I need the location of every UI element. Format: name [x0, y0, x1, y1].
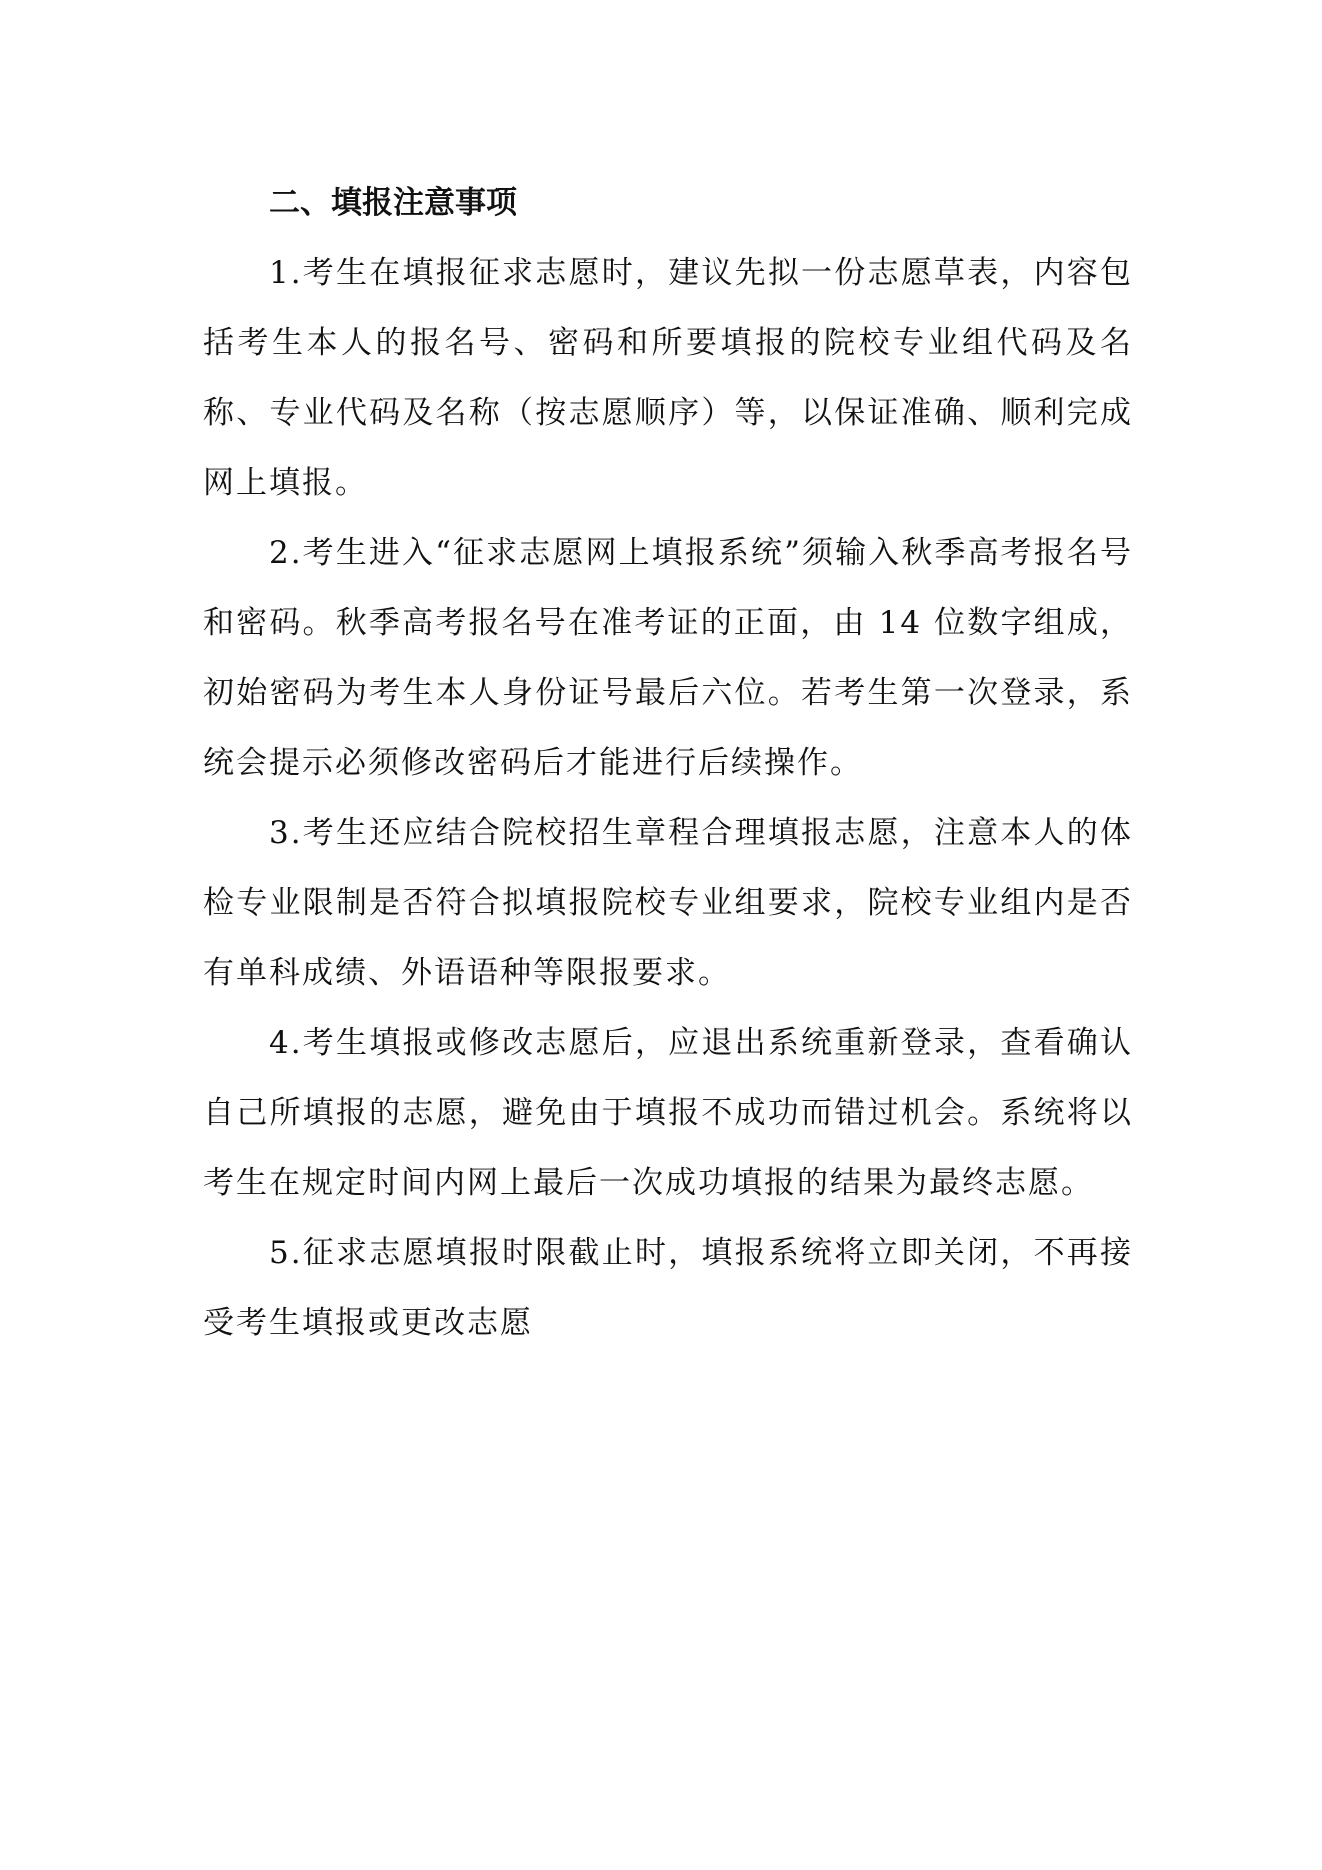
paragraph-3: 3.考生还应结合院校招生章程合理填报志愿，注意本人的体检专业限制是否符合拟填报院校专业组要求，院校专业组内是否有单科成绩、外语语种等限报要求。 [203, 815, 1133, 991]
document-body [203, 168, 1133, 1358]
section-heading: 二、填报注意事项 [269, 185, 517, 221]
paragraph-2: 2.考生进入“征求志愿网上填报系统”须输入秋季高考报名号和密码。秋季高考报名号在准考证的正面，由 14 位数字组成，初始密码为考生本人身份证号最后六位。若考生第一次登录，系统会提示必须修改密码后才能进行后续操作。 [203, 535, 1133, 781]
paragraph-1: 1.考生在填报征求志愿时，建议先拟一份志愿草表，内容包括考生本人的报名号、密码和所要填报的院校专业组代码及名称、专业代码及名称（按志愿顺序）等，以保证准确、顺利完成网上填报。 [203, 255, 1133, 501]
paragraph-5: 5.征求志愿填报时限截止时，填报系统将立即关闭，不再接受考生填报或更改志愿 [203, 1235, 1133, 1341]
paragraph-4: 4.考生填报或修改志愿后，应退出系统重新登录，查看确认自己所填报的志愿，避免由于填报不成功而错过机会。系统将以考生在规定时间内网上最后一次成功填报的结果为最终志愿。 [203, 1025, 1133, 1201]
